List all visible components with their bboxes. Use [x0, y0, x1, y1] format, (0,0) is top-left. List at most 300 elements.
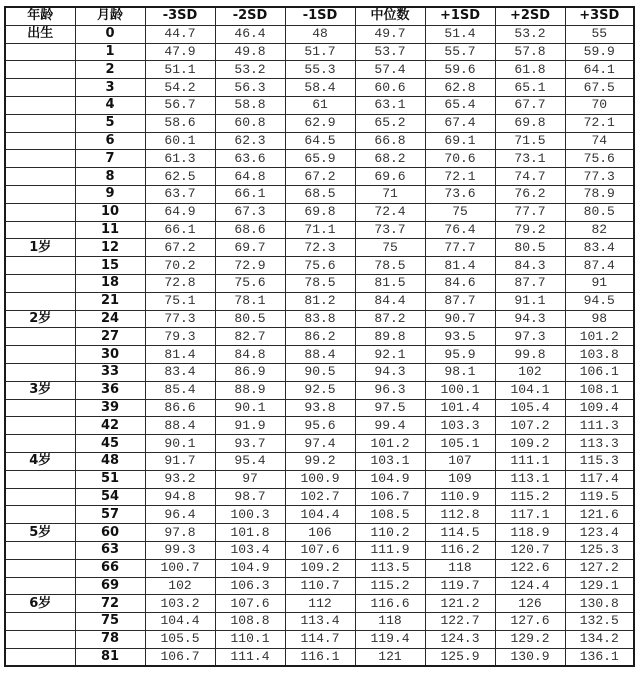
value-cell: 99.2 [285, 452, 355, 470]
value-cell: 136.1 [565, 648, 634, 666]
value-cell: 86.2 [285, 328, 355, 346]
table-row [5, 559, 634, 577]
value-cell: 100.1 [425, 381, 495, 399]
value-cell: 83.8 [285, 310, 355, 328]
value-cell: 97.8 [145, 524, 215, 542]
value-cell: 55.7 [425, 43, 495, 61]
value-cell: 51.7 [285, 43, 355, 61]
value-cell: 67.7 [495, 96, 565, 114]
value-cell: 116.1 [285, 648, 355, 666]
value-cell: 48 [285, 25, 355, 43]
age-month-cell: 18 [75, 274, 145, 292]
age-month-cell: 8 [75, 168, 145, 186]
table-row [5, 630, 634, 648]
value-cell: 54.2 [145, 79, 215, 97]
age-year-cell [5, 363, 75, 381]
value-cell: 88.9 [215, 381, 285, 399]
value-cell: 87.7 [495, 274, 565, 292]
table-row [5, 221, 634, 239]
value-cell: 56.3 [215, 79, 285, 97]
value-cell: 97.4 [285, 435, 355, 453]
age-month-cell: 69 [75, 577, 145, 595]
age-month-cell: 72 [75, 595, 145, 613]
age-year-cell [5, 488, 75, 506]
value-cell: 69.8 [495, 114, 565, 132]
value-cell: 118.9 [495, 524, 565, 542]
value-cell: 58.8 [215, 96, 285, 114]
value-cell: 70.2 [145, 257, 215, 275]
age-year-cell [5, 577, 75, 595]
age-year-cell [5, 43, 75, 61]
table-row [5, 435, 634, 453]
value-cell: 85.4 [145, 381, 215, 399]
value-cell: 69.8 [285, 203, 355, 221]
value-cell: 110.7 [285, 577, 355, 595]
value-cell: 77.3 [565, 168, 634, 186]
value-cell: 68.5 [285, 185, 355, 203]
age-month-cell: 2 [75, 61, 145, 79]
value-cell: 102 [495, 363, 565, 381]
value-cell: 109.2 [285, 559, 355, 577]
value-cell: 91.7 [145, 452, 215, 470]
value-cell: 87.4 [565, 257, 634, 275]
table-row [5, 541, 634, 559]
table-row [5, 363, 634, 381]
value-cell: 119.7 [425, 577, 495, 595]
value-cell: 83.4 [565, 239, 634, 257]
table-row [5, 577, 634, 595]
value-cell: 90.1 [215, 399, 285, 417]
value-cell: 106.1 [565, 363, 634, 381]
value-cell: 87.2 [355, 310, 425, 328]
header-row [5, 7, 634, 25]
value-cell: 72.3 [285, 239, 355, 257]
value-cell: 123.4 [565, 524, 634, 542]
value-cell: 84.8 [215, 346, 285, 364]
value-cell: 109 [425, 470, 495, 488]
value-cell: 116.6 [355, 595, 425, 613]
value-cell: 71 [355, 185, 425, 203]
value-cell: 67.3 [215, 203, 285, 221]
value-cell: 105.1 [425, 435, 495, 453]
value-cell: 71.5 [495, 132, 565, 150]
value-cell: 78.9 [565, 185, 634, 203]
value-cell: 104.4 [145, 613, 215, 631]
table-row [5, 506, 634, 524]
table-row [5, 96, 634, 114]
age-month-cell: 27 [75, 328, 145, 346]
value-cell: 115.2 [495, 488, 565, 506]
age-year-cell [5, 79, 75, 97]
value-cell: 60.6 [355, 79, 425, 97]
table-row [5, 43, 634, 61]
age-year-cell: 3岁 [5, 381, 75, 399]
age-year-cell [5, 114, 75, 132]
table-row [5, 239, 634, 257]
value-cell: 82.7 [215, 328, 285, 346]
table-row [5, 524, 634, 542]
value-cell: 84.6 [425, 274, 495, 292]
age-month-cell: 12 [75, 239, 145, 257]
value-cell: 53.2 [495, 25, 565, 43]
value-cell: 109.2 [495, 435, 565, 453]
value-cell: 77.7 [425, 239, 495, 257]
value-cell: 102.7 [285, 488, 355, 506]
age-month-cell: 9 [75, 185, 145, 203]
value-cell: 67.2 [285, 168, 355, 186]
value-cell: 89.8 [355, 328, 425, 346]
value-cell: 126 [495, 595, 565, 613]
table-row [5, 648, 634, 666]
value-cell: 111.3 [565, 417, 634, 435]
age-year-cell [5, 132, 75, 150]
value-cell: 127.2 [565, 559, 634, 577]
age-year-cell [5, 470, 75, 488]
table-row [5, 488, 634, 506]
value-cell: 77.7 [495, 203, 565, 221]
age-month-cell: 54 [75, 488, 145, 506]
growth-standard-table [4, 6, 635, 667]
age-month-cell: 7 [75, 150, 145, 168]
value-cell: 65.4 [425, 96, 495, 114]
value-cell: 78.5 [355, 257, 425, 275]
age-year-cell [5, 61, 75, 79]
table-row [5, 417, 634, 435]
age-month-cell: 78 [75, 630, 145, 648]
value-cell: 72.9 [215, 257, 285, 275]
value-cell: 76.2 [495, 185, 565, 203]
value-cell: 105.4 [495, 399, 565, 417]
value-cell: 64.1 [565, 61, 634, 79]
value-cell: 121.2 [425, 595, 495, 613]
value-cell: 105.5 [145, 630, 215, 648]
value-cell: 93.5 [425, 328, 495, 346]
value-cell: 62.8 [425, 79, 495, 97]
table-row [5, 399, 634, 417]
age-month-cell: 42 [75, 417, 145, 435]
age-month-cell: 60 [75, 524, 145, 542]
table-row [5, 310, 634, 328]
age-month-cell: 48 [75, 452, 145, 470]
value-cell: 66.8 [355, 132, 425, 150]
age-month-cell: 63 [75, 541, 145, 559]
value-cell: 93.8 [285, 399, 355, 417]
table-row [5, 79, 634, 97]
header-age-month: 月龄 [75, 7, 145, 25]
value-cell: 108.1 [565, 381, 634, 399]
value-cell: 67.5 [565, 79, 634, 97]
table-row [5, 595, 634, 613]
age-year-cell [5, 559, 75, 577]
age-year-cell [5, 630, 75, 648]
age-year-cell [5, 506, 75, 524]
value-cell: 64.8 [215, 168, 285, 186]
value-cell: 99.8 [495, 346, 565, 364]
value-cell: 80.5 [495, 239, 565, 257]
age-year-cell [5, 417, 75, 435]
table-row [5, 114, 634, 132]
value-cell: 97 [215, 470, 285, 488]
value-cell: 67.2 [145, 239, 215, 257]
value-cell: 124.3 [425, 630, 495, 648]
value-cell: 115.3 [565, 452, 634, 470]
value-cell: 70 [565, 96, 634, 114]
value-cell: 124.4 [495, 577, 565, 595]
age-year-cell [5, 648, 75, 666]
value-cell: 65.2 [355, 114, 425, 132]
value-cell: 97.3 [495, 328, 565, 346]
value-cell: 90.5 [285, 363, 355, 381]
age-year-cell: 出生 [5, 25, 75, 43]
value-cell: 58.6 [145, 114, 215, 132]
value-cell: 98.1 [425, 363, 495, 381]
value-cell: 100.3 [215, 506, 285, 524]
value-cell: 90.7 [425, 310, 495, 328]
table-row [5, 346, 634, 364]
header-minus-1sd: -1SD [285, 7, 355, 25]
value-cell: 75.6 [285, 257, 355, 275]
value-cell: 73.7 [355, 221, 425, 239]
value-cell: 92.1 [355, 346, 425, 364]
age-year-cell [5, 185, 75, 203]
value-cell: 101.8 [215, 524, 285, 542]
value-cell: 98 [565, 310, 634, 328]
value-cell: 83.4 [145, 363, 215, 381]
value-cell: 93.2 [145, 470, 215, 488]
value-cell: 75.1 [145, 292, 215, 310]
age-year-cell: 6岁 [5, 595, 75, 613]
value-cell: 119.5 [565, 488, 634, 506]
value-cell: 63.1 [355, 96, 425, 114]
value-cell: 122.7 [425, 613, 495, 631]
value-cell: 64.5 [285, 132, 355, 150]
value-cell: 95.6 [285, 417, 355, 435]
value-cell: 119.4 [355, 630, 425, 648]
value-cell: 132.5 [565, 613, 634, 631]
value-cell: 84.3 [495, 257, 565, 275]
value-cell: 109.4 [565, 399, 634, 417]
age-month-cell: 21 [75, 292, 145, 310]
value-cell: 73.1 [495, 150, 565, 168]
value-cell: 74 [565, 132, 634, 150]
value-cell: 70.6 [425, 150, 495, 168]
value-cell: 71.1 [285, 221, 355, 239]
value-cell: 92.5 [285, 381, 355, 399]
value-cell: 62.9 [285, 114, 355, 132]
value-cell: 118 [425, 559, 495, 577]
value-cell: 80.5 [215, 310, 285, 328]
value-cell: 53.7 [355, 43, 425, 61]
age-month-cell: 3 [75, 79, 145, 97]
value-cell: 97.5 [355, 399, 425, 417]
value-cell: 108.8 [215, 613, 285, 631]
value-cell: 104.1 [495, 381, 565, 399]
value-cell: 66.1 [215, 185, 285, 203]
table-row [5, 470, 634, 488]
value-cell: 62.5 [145, 168, 215, 186]
value-cell: 107.2 [495, 417, 565, 435]
age-month-cell: 45 [75, 435, 145, 453]
header-plus-3sd: +3SD [565, 7, 634, 25]
value-cell: 72.8 [145, 274, 215, 292]
age-month-cell: 75 [75, 613, 145, 631]
age-year-cell: 2岁 [5, 310, 75, 328]
value-cell: 100.9 [285, 470, 355, 488]
value-cell: 104.9 [215, 559, 285, 577]
value-cell: 66.1 [145, 221, 215, 239]
value-cell: 107.6 [285, 541, 355, 559]
value-cell: 55.3 [285, 61, 355, 79]
value-cell: 94.3 [355, 363, 425, 381]
value-cell: 121 [355, 648, 425, 666]
table-row [5, 328, 634, 346]
value-cell: 81.5 [355, 274, 425, 292]
value-cell: 110.9 [425, 488, 495, 506]
value-cell: 120.7 [495, 541, 565, 559]
table-row [5, 613, 634, 631]
value-cell: 118 [355, 613, 425, 631]
header-minus-2sd: -2SD [215, 7, 285, 25]
value-cell: 117.4 [565, 470, 634, 488]
table-row [5, 257, 634, 275]
value-cell: 86.6 [145, 399, 215, 417]
value-cell: 94.3 [495, 310, 565, 328]
value-cell: 86.9 [215, 363, 285, 381]
age-year-cell [5, 613, 75, 631]
table-row [5, 61, 634, 79]
value-cell: 82 [565, 221, 634, 239]
age-month-cell: 57 [75, 506, 145, 524]
age-month-cell: 1 [75, 43, 145, 61]
value-cell: 75.6 [215, 274, 285, 292]
value-cell: 104.4 [285, 506, 355, 524]
value-cell: 44.7 [145, 25, 215, 43]
age-month-cell: 81 [75, 648, 145, 666]
value-cell: 65.1 [495, 79, 565, 97]
age-year-cell [5, 541, 75, 559]
age-year-cell [5, 168, 75, 186]
value-cell: 65.9 [285, 150, 355, 168]
value-cell: 96.4 [145, 506, 215, 524]
value-cell: 58.4 [285, 79, 355, 97]
value-cell: 91.1 [495, 292, 565, 310]
value-cell: 129.2 [495, 630, 565, 648]
value-cell: 69.1 [425, 132, 495, 150]
value-cell: 59.6 [425, 61, 495, 79]
value-cell: 103.2 [145, 595, 215, 613]
value-cell: 56.7 [145, 96, 215, 114]
value-cell: 51.4 [425, 25, 495, 43]
value-cell: 91.9 [215, 417, 285, 435]
value-cell: 96.3 [355, 381, 425, 399]
value-cell: 77.3 [145, 310, 215, 328]
age-month-cell: 30 [75, 346, 145, 364]
age-month-cell: 4 [75, 96, 145, 114]
value-cell: 103.3 [425, 417, 495, 435]
value-cell: 94.8 [145, 488, 215, 506]
age-month-cell: 5 [75, 114, 145, 132]
value-cell: 68.2 [355, 150, 425, 168]
value-cell: 84.4 [355, 292, 425, 310]
value-cell: 112.8 [425, 506, 495, 524]
value-cell: 88.4 [285, 346, 355, 364]
table-row [5, 292, 634, 310]
age-year-cell [5, 274, 75, 292]
value-cell: 93.7 [215, 435, 285, 453]
value-cell: 63.6 [215, 150, 285, 168]
age-month-cell: 0 [75, 25, 145, 43]
header-plus-2sd: +2SD [495, 7, 565, 25]
value-cell: 121.6 [565, 506, 634, 524]
age-month-cell: 66 [75, 559, 145, 577]
value-cell: 110.1 [215, 630, 285, 648]
value-cell: 100.7 [145, 559, 215, 577]
age-year-cell [5, 96, 75, 114]
value-cell: 106.3 [215, 577, 285, 595]
value-cell: 106 [285, 524, 355, 542]
table-row [5, 132, 634, 150]
table-row [5, 381, 634, 399]
value-cell: 62.3 [215, 132, 285, 150]
value-cell: 125.3 [565, 541, 634, 559]
value-cell: 107 [425, 452, 495, 470]
value-cell: 60.8 [215, 114, 285, 132]
value-cell: 107.6 [215, 595, 285, 613]
table-row [5, 185, 634, 203]
value-cell: 117.1 [495, 506, 565, 524]
value-cell: 69.6 [355, 168, 425, 186]
value-cell: 81.2 [285, 292, 355, 310]
value-cell: 75.6 [565, 150, 634, 168]
table-row [5, 452, 634, 470]
age-month-cell: 24 [75, 310, 145, 328]
table-row [5, 203, 634, 221]
value-cell: 87.7 [425, 292, 495, 310]
value-cell: 111.4 [215, 648, 285, 666]
value-cell: 129.1 [565, 577, 634, 595]
age-year-cell: 1岁 [5, 239, 75, 257]
value-cell: 111.1 [495, 452, 565, 470]
value-cell: 114.7 [285, 630, 355, 648]
value-cell: 80.5 [565, 203, 634, 221]
header-median: 中位数 [355, 7, 425, 25]
value-cell: 53.2 [215, 61, 285, 79]
value-cell: 116.2 [425, 541, 495, 559]
value-cell: 69.7 [215, 239, 285, 257]
age-month-cell: 36 [75, 381, 145, 399]
value-cell: 103.8 [565, 346, 634, 364]
value-cell: 49.8 [215, 43, 285, 61]
value-cell: 78.1 [215, 292, 285, 310]
value-cell: 75 [425, 203, 495, 221]
value-cell: 74.7 [495, 168, 565, 186]
value-cell: 68.6 [215, 221, 285, 239]
table-row [5, 168, 634, 186]
age-month-cell: 11 [75, 221, 145, 239]
value-cell: 95.9 [425, 346, 495, 364]
value-cell: 46.4 [215, 25, 285, 43]
value-cell: 72.1 [565, 114, 634, 132]
value-cell: 122.6 [495, 559, 565, 577]
value-cell: 59.9 [565, 43, 634, 61]
value-cell: 90.1 [145, 435, 215, 453]
value-cell: 104.9 [355, 470, 425, 488]
value-cell: 115.2 [355, 577, 425, 595]
value-cell: 81.4 [145, 346, 215, 364]
header-minus-3sd: -3SD [145, 7, 215, 25]
value-cell: 81.4 [425, 257, 495, 275]
age-year-cell [5, 435, 75, 453]
